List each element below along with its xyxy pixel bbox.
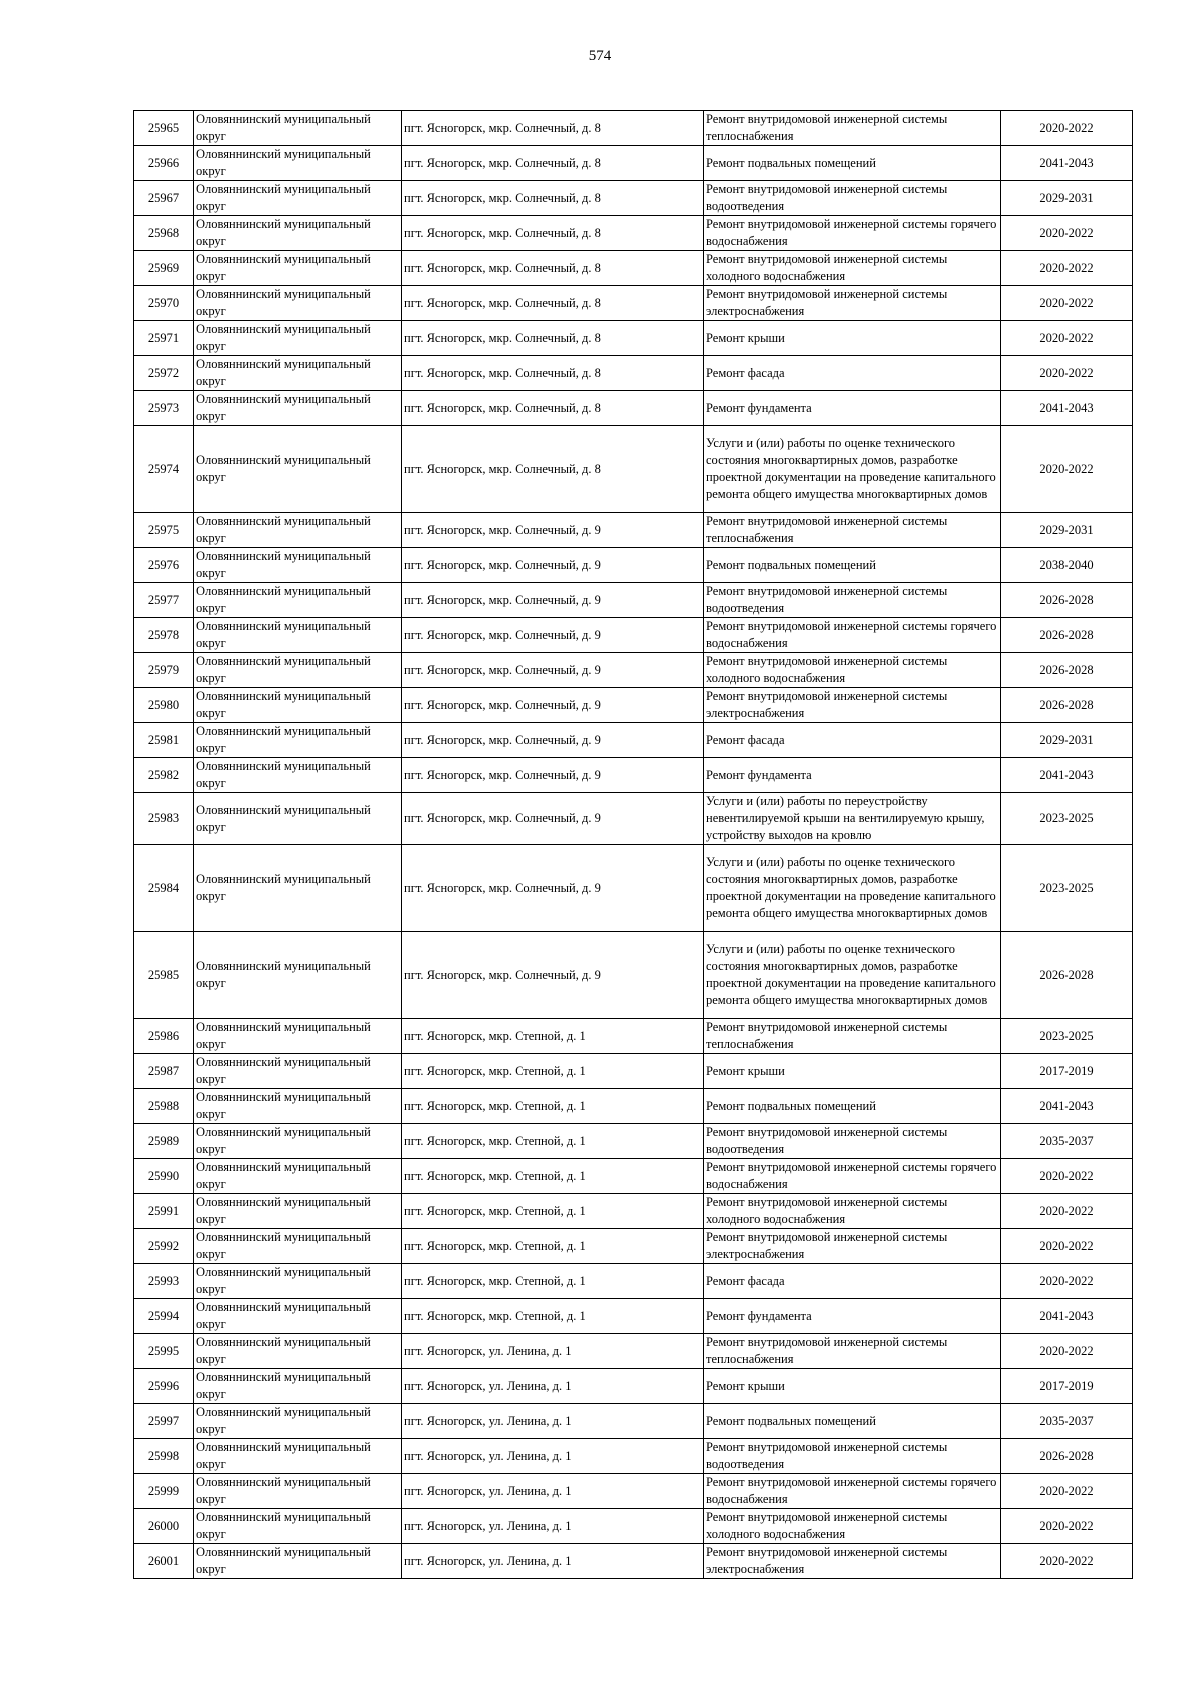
period-cell: 2020-2022 [1001,1159,1133,1194]
table-row [134,688,1133,723]
district-cell: Оловяннинский муниципальный округ [194,1194,402,1229]
district-cell: Оловяннинский муниципальный округ [194,321,402,356]
address-cell: пгт. Ясногорск, мкр. Солнечный, д. 9 [402,932,704,1019]
work-type-cell: Ремонт крыши [704,1054,1001,1089]
row-number-cell: 25977 [134,583,194,618]
work-type-cell: Ремонт внутридомовой инженерной системы водоотведения [704,583,1001,618]
district-cell: Оловяннинский муниципальный округ [194,1089,402,1124]
table-row [134,845,1133,932]
table-body [134,111,1133,1579]
period-cell: 2020-2022 [1001,1264,1133,1299]
table-row [134,391,1133,426]
address-cell: пгт. Ясногорск, мкр. Солнечный, д. 9 [402,548,704,583]
table-row [134,758,1133,793]
table-row [134,1474,1133,1509]
work-type-cell: Ремонт крыши [704,1369,1001,1404]
period-cell: 2020-2022 [1001,1334,1133,1369]
work-type-cell: Ремонт внутридомовой инженерной системы холодного водоснабжения [704,1509,1001,1544]
work-type-cell: Ремонт подвальных помещений [704,548,1001,583]
address-cell: пгт. Ясногорск, ул. Ленина, д. 1 [402,1404,704,1439]
work-type-cell: Услуги и (или) работы по оценке технического состояния многоквартирных домов, разработке проектной документации на проведение капитального ремонта общего имущества многоквартирных домов [704,932,1001,1019]
period-cell: 2020-2022 [1001,1509,1133,1544]
row-number-cell: 25970 [134,286,194,321]
address-cell: пгт. Ясногорск, мкр. Солнечный, д. 8 [402,356,704,391]
row-number-cell: 25986 [134,1019,194,1054]
district-cell: Оловяннинский муниципальный округ [194,1404,402,1439]
period-cell: 2020-2022 [1001,321,1133,356]
row-number-cell: 25965 [134,111,194,146]
work-type-cell: Ремонт подвальных помещений [704,146,1001,181]
row-number-cell: 25968 [134,216,194,251]
table-row [134,1264,1133,1299]
work-type-cell: Услуги и (или) работы по переустройству невентилируемой крыши на вентилируемую крышу, устройству выходов на кровлю [704,793,1001,845]
address-cell: пгт. Ясногорск, мкр. Солнечный, д. 9 [402,688,704,723]
work-type-cell: Ремонт внутридомовой инженерной системы электроснабжения [704,1544,1001,1579]
address-cell: пгт. Ясногорск, мкр. Степной, д. 1 [402,1159,704,1194]
row-number-cell: 25982 [134,758,194,793]
row-number-cell: 25967 [134,181,194,216]
address-cell: пгт. Ясногорск, мкр. Солнечный, д. 9 [402,845,704,932]
period-cell: 2026-2028 [1001,932,1133,1019]
period-cell: 2041-2043 [1001,758,1133,793]
address-cell: пгт. Ясногорск, мкр. Степной, д. 1 [402,1264,704,1299]
work-type-cell: Ремонт внутридомовой инженерной системы теплоснабжения [704,1334,1001,1369]
district-cell: Оловяннинский муниципальный округ [194,1299,402,1334]
district-cell: Оловяннинский муниципальный округ [194,146,402,181]
work-type-cell: Ремонт внутридомовой инженерной системы электроснабжения [704,1229,1001,1264]
table-row [134,1159,1133,1194]
district-cell: Оловяннинский муниципальный округ [194,1334,402,1369]
district-cell: Оловяннинский муниципальный округ [194,583,402,618]
address-cell: пгт. Ясногорск, мкр. Солнечный, д. 9 [402,618,704,653]
row-number-cell: 25984 [134,845,194,932]
district-cell: Оловяннинский муниципальный округ [194,1264,402,1299]
work-type-cell: Ремонт внутридомовой инженерной системы водоотведения [704,1439,1001,1474]
district-cell: Оловяннинский муниципальный округ [194,426,402,513]
address-cell: пгт. Ясногорск, мкр. Степной, д. 1 [402,1299,704,1334]
period-cell: 2020-2022 [1001,1194,1133,1229]
address-cell: пгт. Ясногорск, ул. Ленина, д. 1 [402,1509,704,1544]
address-cell: пгт. Ясногорск, мкр. Солнечный, д. 9 [402,758,704,793]
district-cell: Оловяннинский муниципальный округ [194,111,402,146]
table-row [134,356,1133,391]
table-row [134,932,1133,1019]
district-cell: Оловяннинский муниципальный округ [194,1369,402,1404]
district-cell: Оловяннинский муниципальный округ [194,653,402,688]
work-type-cell: Ремонт внутридомовой инженерной системы холодного водоснабжения [704,251,1001,286]
period-cell: 2026-2028 [1001,618,1133,653]
district-cell: Оловяннинский муниципальный округ [194,845,402,932]
table-row [134,1404,1133,1439]
row-number-cell: 25972 [134,356,194,391]
period-cell: 2026-2028 [1001,583,1133,618]
work-type-cell: Ремонт фасада [704,1264,1001,1299]
period-cell: 2029-2031 [1001,513,1133,548]
period-cell: 2041-2043 [1001,146,1133,181]
table-row [134,146,1133,181]
district-cell: Оловяннинский муниципальный округ [194,793,402,845]
district-cell: Оловяннинский муниципальный округ [194,251,402,286]
district-cell: Оловяннинский муниципальный округ [194,1229,402,1264]
row-number-cell: 25969 [134,251,194,286]
page-number: 574 [588,48,612,64]
work-type-cell: Ремонт фундамента [704,758,1001,793]
address-cell: пгт. Ясногорск, мкр. Солнечный, д. 8 [402,251,704,286]
period-cell: 2020-2022 [1001,286,1133,321]
period-cell: 2029-2031 [1001,723,1133,758]
table-row [134,1054,1133,1089]
address-cell: пгт. Ясногорск, ул. Ленина, д. 1 [402,1474,704,1509]
address-cell: пгт. Ясногорск, мкр. Степной, д. 1 [402,1229,704,1264]
work-type-cell: Ремонт внутридомовой инженерной системы теплоснабжения [704,111,1001,146]
work-type-cell: Ремонт фасада [704,723,1001,758]
table-row [134,321,1133,356]
period-cell: 2026-2028 [1001,688,1133,723]
table-row [134,513,1133,548]
period-cell: 2020-2022 [1001,1229,1133,1264]
table-row [134,1544,1133,1579]
row-number-cell: 25985 [134,932,194,1019]
row-number-cell: 25998 [134,1439,194,1474]
period-cell: 2020-2022 [1001,1544,1133,1579]
work-type-cell: Ремонт подвальных помещений [704,1089,1001,1124]
district-cell: Оловяннинский муниципальный округ [194,548,402,583]
row-number-cell: 25988 [134,1089,194,1124]
row-number-cell: 25973 [134,391,194,426]
table-row [134,618,1133,653]
district-cell: Оловяннинский муниципальный округ [194,1509,402,1544]
table-row [134,1089,1133,1124]
district-cell: Оловяннинский муниципальный округ [194,1159,402,1194]
district-cell: Оловяннинский муниципальный округ [194,391,402,426]
table-row [134,1229,1133,1264]
table-row [134,181,1133,216]
period-cell: 2035-2037 [1001,1124,1133,1159]
address-cell: пгт. Ясногорск, мкр. Степной, д. 1 [402,1124,704,1159]
row-number-cell: 25974 [134,426,194,513]
period-cell: 2038-2040 [1001,548,1133,583]
period-cell: 2026-2028 [1001,653,1133,688]
work-type-cell: Ремонт подвальных помещений [704,1404,1001,1439]
district-cell: Оловяннинский муниципальный округ [194,723,402,758]
address-cell: пгт. Ясногорск, мкр. Солнечный, д. 9 [402,513,704,548]
address-cell: пгт. Ясногорск, мкр. Солнечный, д. 8 [402,181,704,216]
table-row [134,653,1133,688]
row-number-cell: 25999 [134,1474,194,1509]
table-row [134,1194,1133,1229]
work-type-cell: Ремонт внутридомовой инженерной системы горячего водоснабжения [704,618,1001,653]
row-number-cell: 25993 [134,1264,194,1299]
address-cell: пгт. Ясногорск, мкр. Солнечный, д. 9 [402,793,704,845]
period-cell: 2020-2022 [1001,426,1133,513]
table-row [134,583,1133,618]
district-cell: Оловяннинский муниципальный округ [194,513,402,548]
district-cell: Оловяннинский муниципальный округ [194,1474,402,1509]
address-cell: пгт. Ясногорск, мкр. Солнечный, д. 8 [402,216,704,251]
table-row [134,286,1133,321]
address-cell: пгт. Ясногорск, ул. Ленина, д. 1 [402,1439,704,1474]
district-cell: Оловяннинский муниципальный округ [194,181,402,216]
table-row [134,1124,1133,1159]
table-row [134,1509,1133,1544]
period-cell: 2020-2022 [1001,251,1133,286]
address-cell: пгт. Ясногорск, мкр. Степной, д. 1 [402,1089,704,1124]
work-type-cell: Ремонт фундамента [704,391,1001,426]
work-type-cell: Ремонт внутридомовой инженерной системы теплоснабжения [704,1019,1001,1054]
district-cell: Оловяннинский муниципальный округ [194,286,402,321]
period-cell: 2035-2037 [1001,1404,1133,1439]
table-row [134,1439,1133,1474]
district-cell: Оловяннинский муниципальный округ [194,1019,402,1054]
address-cell: пгт. Ясногорск, ул. Ленина, д. 1 [402,1544,704,1579]
address-cell: пгт. Ясногорск, мкр. Степной, д. 1 [402,1194,704,1229]
address-cell: пгт. Ясногорск, мкр. Солнечный, д. 8 [402,321,704,356]
repair-schedule-table [133,110,1133,1579]
period-cell: 2020-2022 [1001,356,1133,391]
period-cell: 2017-2019 [1001,1054,1133,1089]
period-cell: 2023-2025 [1001,793,1133,845]
address-cell: пгт. Ясногорск, мкр. Солнечный, д. 8 [402,111,704,146]
row-number-cell: 25991 [134,1194,194,1229]
address-cell: пгт. Ясногорск, мкр. Солнечный, д. 9 [402,653,704,688]
row-number-cell: 25997 [134,1404,194,1439]
table-row [134,1019,1133,1054]
work-type-cell: Ремонт крыши [704,321,1001,356]
district-cell: Оловяннинский муниципальный округ [194,758,402,793]
row-number-cell: 26000 [134,1509,194,1544]
district-cell: Оловяннинский муниципальный округ [194,1124,402,1159]
work-type-cell: Услуги и (или) работы по оценке технического состояния многоквартирных домов, разработке проектной документации на проведение капитального ремонта общего имущества многоквартирных домов [704,845,1001,932]
period-cell: 2020-2022 [1001,1474,1133,1509]
address-cell: пгт. Ясногорск, мкр. Солнечный, д. 8 [402,286,704,321]
work-type-cell: Ремонт внутридомовой инженерной системы горячего водоснабжения [704,1159,1001,1194]
row-number-cell: 25971 [134,321,194,356]
address-cell: пгт. Ясногорск, ул. Ленина, д. 1 [402,1334,704,1369]
work-type-cell: Ремонт внутридомовой инженерной системы теплоснабжения [704,513,1001,548]
address-cell: пгт. Ясногорск, мкр. Солнечный, д. 8 [402,146,704,181]
period-cell: 2041-2043 [1001,1299,1133,1334]
row-number-cell: 25987 [134,1054,194,1089]
address-cell: пгт. Ясногорск, мкр. Солнечный, д. 8 [402,391,704,426]
period-cell: 2020-2022 [1001,216,1133,251]
row-number-cell: 25980 [134,688,194,723]
district-cell: Оловяннинский муниципальный округ [194,1054,402,1089]
row-number-cell: 26001 [134,1544,194,1579]
district-cell: Оловяннинский муниципальный округ [194,216,402,251]
table-row [134,111,1133,146]
work-type-cell: Ремонт внутридомовой инженерной системы горячего водоснабжения [704,216,1001,251]
table-row [134,1299,1133,1334]
address-cell: пгт. Ясногорск, мкр. Степной, д. 1 [402,1054,704,1089]
row-number-cell: 25983 [134,793,194,845]
table-row [134,426,1133,513]
address-cell: пгт. Ясногорск, мкр. Солнечный, д. 8 [402,426,704,513]
district-cell: Оловяннинский муниципальный округ [194,932,402,1019]
work-type-cell: Услуги и (или) работы по оценке технического состояния многоквартирных домов, разработке проектной документации на проведение капитального ремонта общего имущества многоквартирных домов [704,426,1001,513]
district-cell: Оловяннинский муниципальный округ [194,1544,402,1579]
district-cell: Оловяннинский муниципальный округ [194,618,402,653]
row-number-cell: 25992 [134,1229,194,1264]
row-number-cell: 25989 [134,1124,194,1159]
row-number-cell: 25995 [134,1334,194,1369]
address-cell: пгт. Ясногорск, мкр. Степной, д. 1 [402,1019,704,1054]
row-number-cell: 25978 [134,618,194,653]
table-row [134,1369,1133,1404]
work-type-cell: Ремонт внутридомовой инженерной системы водоотведения [704,181,1001,216]
work-type-cell: Ремонт фундамента [704,1299,1001,1334]
period-cell: 2020-2022 [1001,111,1133,146]
row-number-cell: 25976 [134,548,194,583]
work-type-cell: Ремонт внутридомовой инженерной системы холодного водоснабжения [704,1194,1001,1229]
period-cell: 2017-2019 [1001,1369,1133,1404]
work-type-cell: Ремонт фасада [704,356,1001,391]
work-type-cell: Ремонт внутридомовой инженерной системы горячего водоснабжения [704,1474,1001,1509]
address-cell: пгт. Ясногорск, ул. Ленина, д. 1 [402,1369,704,1404]
table-row [134,1334,1133,1369]
table-row [134,216,1133,251]
period-cell: 2041-2043 [1001,391,1133,426]
row-number-cell: 25975 [134,513,194,548]
period-cell: 2041-2043 [1001,1089,1133,1124]
table-row [134,793,1133,845]
period-cell: 2023-2025 [1001,845,1133,932]
work-type-cell: Ремонт внутридомовой инженерной системы водоотведения [704,1124,1001,1159]
table-row [134,723,1133,758]
address-cell: пгт. Ясногорск, мкр. Солнечный, д. 9 [402,583,704,618]
period-cell: 2026-2028 [1001,1439,1133,1474]
work-type-cell: Ремонт внутридомовой инженерной системы электроснабжения [704,286,1001,321]
district-cell: Оловяннинский муниципальный округ [194,356,402,391]
address-cell: пгт. Ясногорск, мкр. Солнечный, д. 9 [402,723,704,758]
table-row [134,548,1133,583]
work-type-cell: Ремонт внутридомовой инженерной системы холодного водоснабжения [704,653,1001,688]
row-number-cell: 25966 [134,146,194,181]
table-row [134,251,1133,286]
work-type-cell: Ремонт внутридомовой инженерной системы электроснабжения [704,688,1001,723]
row-number-cell: 25990 [134,1159,194,1194]
row-number-cell: 25994 [134,1299,194,1334]
row-number-cell: 25979 [134,653,194,688]
period-cell: 2029-2031 [1001,181,1133,216]
district-cell: Оловяннинский муниципальный округ [194,688,402,723]
district-cell: Оловяннинский муниципальный округ [194,1439,402,1474]
row-number-cell: 25981 [134,723,194,758]
row-number-cell: 25996 [134,1369,194,1404]
period-cell: 2023-2025 [1001,1019,1133,1054]
